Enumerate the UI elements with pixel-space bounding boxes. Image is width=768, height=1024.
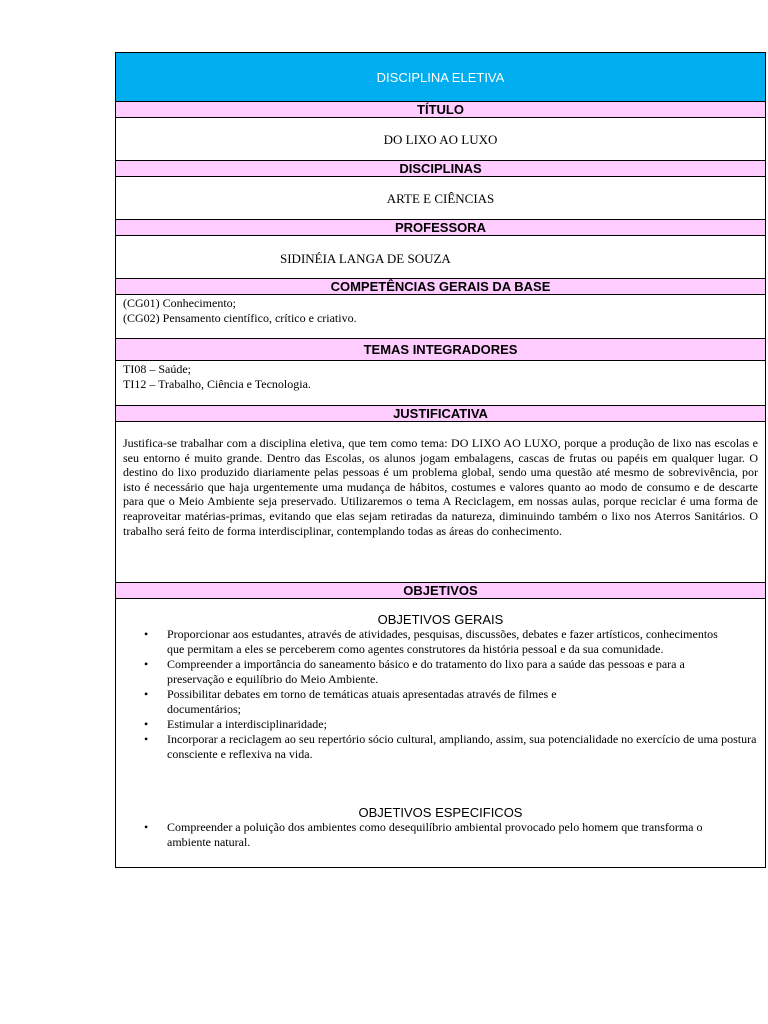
tema-item: TI12 – Trabalho, Ciência e Tecnologia.: [123, 377, 311, 391]
competencias-list: [115, 294, 766, 338]
justificativa-cell: [115, 421, 766, 582]
justificativa-header: JUSTIFICATIVA: [115, 405, 766, 421]
list-item: • Compreender a poluição dos ambientes como desequilíbrio ambiental provocado pelo homem que transforma o ambiente natural.: [144, 820, 703, 849]
justificativa-text: Justifica-se trabalhar com a disciplina eletiva, que tem como tema: DO LIXO AO LUXO, porque a produção de lixo nas escolas e seu entorno é muito grande. Dentro das Escolas, os alunos jogam embalagens, cascas de frutas ou papéis em qualquer lugar. O destino do lixo produzido diariamente pelas pessoas é um problema global, sendo uma questão até mesmo de sobrevivência, por isto é necessário que haja urgentemente uma mudança de hábitos, costumes e valores quanto ao modo de consumo e de descarte para que o Meio Ambiente seja preservado. Utilizaremos o tema A Reciclagem, em nossas aulas, porque reciclar é uma forma de reaproveitar matérias-primas, evitando que elas sejam retiradas da natureza, diminuindo também o lixo nos Aterros Sanitários. O trabalho será feito de forma interdisciplinar, contemplando todas as áreas do conhecimento.: [123, 436, 758, 538]
bullet-icon: •: [144, 687, 149, 701]
disciplinas-value: ARTE E CIÊNCIAS: [115, 176, 766, 219]
list-item: • Possibilitar debates em torno de temáticas atuais apresentadas através de filmes e documentários;: [144, 687, 557, 716]
header-banner: [115, 52, 766, 101]
professora-header: PROFESSORA: [115, 219, 766, 235]
competencia-item: (CG02) Pensamento científico, crítico e criativo.: [123, 311, 357, 325]
bullet-icon: •: [144, 732, 149, 746]
objetivos-especificos-list: [116, 820, 765, 850]
competencias-header: COMPETÊNCIAS GERAIS DA BASE: [115, 278, 766, 294]
professora-value: SIDINÉIA LANGA DE SOUZA: [280, 251, 451, 266]
objetivos-header: OBJETIVOS: [115, 582, 766, 598]
bullet-icon: •: [144, 657, 149, 671]
bullet-icon: •: [144, 627, 149, 641]
list-item: • Incorporar a reciclagem ao seu repertório sócio cultural, ampliando, assim, sua potencialidade no exercício de uma postura consciente e reflexiva na vida.: [144, 732, 757, 761]
objetivos-cell: [115, 598, 766, 868]
competencia-item: (CG01) Conhecimento;: [123, 296, 236, 310]
list-item: • Estimular a interdisciplinaridade;: [144, 717, 327, 731]
header-title: DISCIPLINA ELETIVA: [376, 69, 505, 85]
bullet-icon: •: [144, 820, 149, 834]
disciplinas-header: DISCIPLINAS: [115, 160, 766, 176]
objetivos-gerais-title: OBJETIVOS GERAIS: [377, 612, 504, 627]
temas-header: TEMAS INTEGRADORES: [115, 338, 766, 360]
tema-item: TI08 – Saúde;: [123, 362, 191, 376]
titulo-header: TÍTULO: [115, 101, 766, 117]
document-table: [115, 52, 766, 868]
objetivos-especificos-title: OBJETIVOS ESPECIFICOS: [358, 805, 523, 820]
temas-list: [115, 360, 766, 405]
list-item: • Proporcionar aos estudantes, através de atividades, pesquisas, discussões, debates e fazer artísticos, conhecimentos que permitam a eles se perceberem como agentes construtores da história pessoal e da sua comunidade.: [144, 627, 718, 656]
titulo-value: DO LIXO AO LUXO: [115, 117, 766, 160]
bullet-icon: •: [144, 717, 149, 731]
objetivos-gerais-list: [116, 627, 765, 762]
professora-cell: [115, 235, 766, 278]
list-item: • Compreender a importância do saneamento básico e do tratamento do lixo para a saúde das pessoas e para a preservação e equilíbrio do Meio Ambiente.: [144, 657, 685, 686]
